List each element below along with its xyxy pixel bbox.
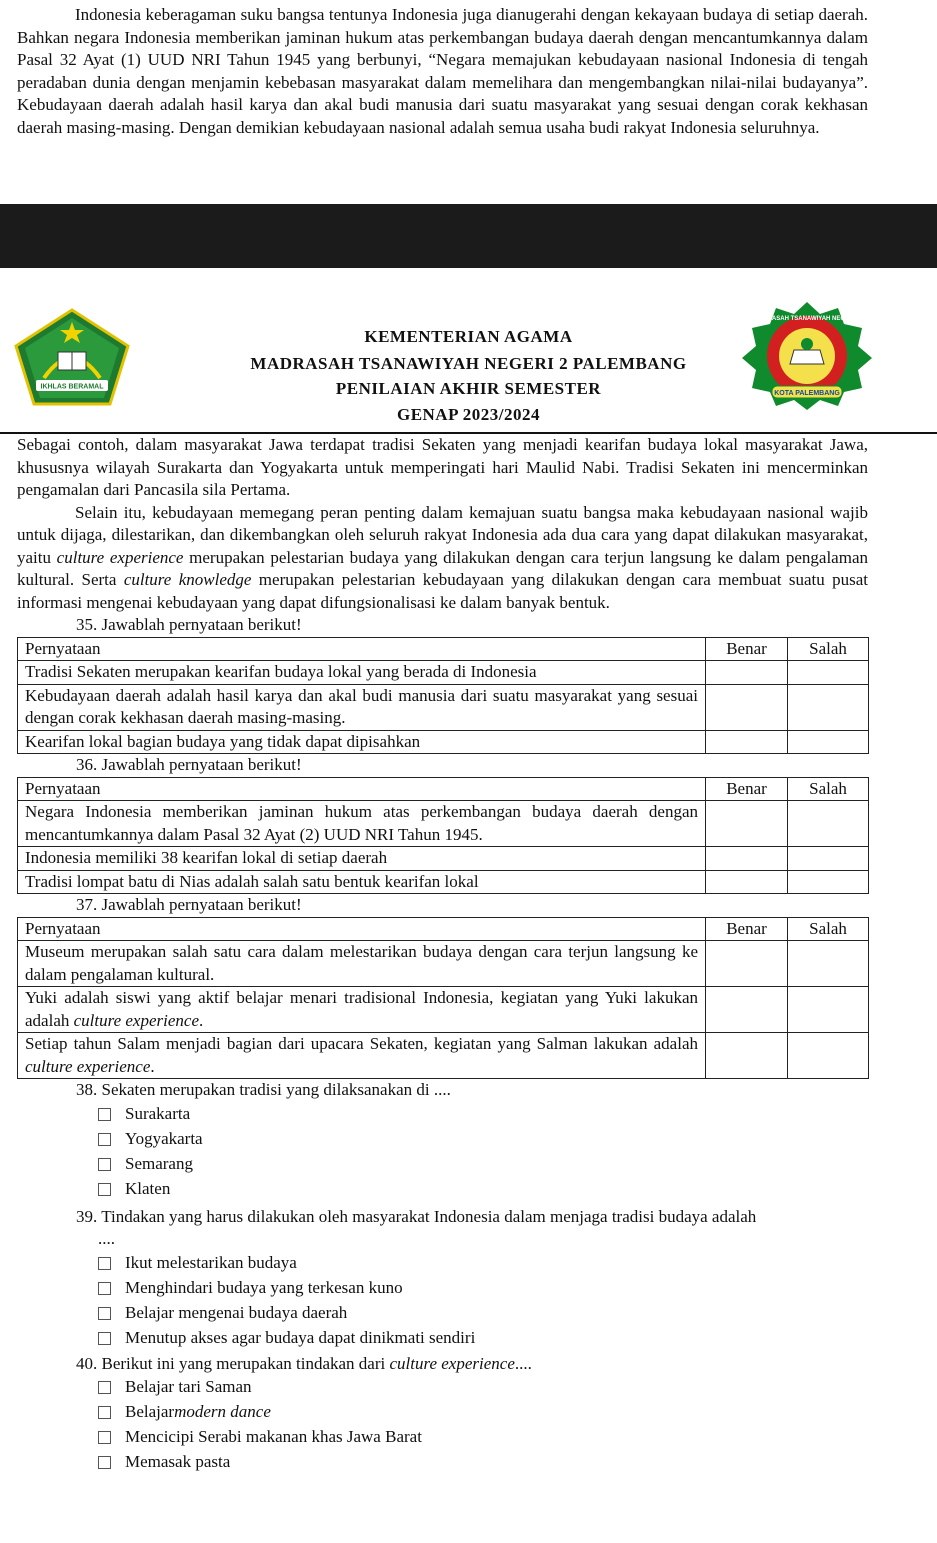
false-answer-cell[interactable] (788, 870, 869, 894)
true-answer-cell[interactable] (706, 801, 788, 847)
true-answer-cell[interactable] (706, 941, 788, 987)
statement-cell: Kearifan lokal bagian budaya yang tidak dapat dipisahkan (18, 730, 706, 754)
true-answer-cell[interactable] (706, 870, 788, 894)
option-item[interactable]: Belajar tari Saman (98, 1375, 868, 1400)
true-answer-cell[interactable] (706, 987, 788, 1033)
q38-options (17, 1102, 868, 1202)
option-item[interactable]: Surakarta (98, 1102, 868, 1127)
q37-title: 37. Jawablah pernyataan berikut! (76, 895, 302, 914)
checkbox-icon[interactable] (98, 1307, 111, 1320)
table-header-row (18, 637, 869, 661)
statement-cell: Indonesia memiliki 38 kearifan lokal di setiap daerah (18, 847, 706, 871)
true-answer-cell[interactable] (706, 684, 788, 730)
svg-text:IKHLAS BERAMAL: IKHLAS BERAMAL (40, 383, 104, 391)
intro-paragraph (17, 4, 868, 139)
header-false: Salah (788, 917, 869, 941)
checkbox-icon[interactable] (98, 1282, 111, 1295)
header-statement: Pernyataan (18, 777, 706, 801)
header-true: Benar (706, 777, 788, 801)
header-true: Benar (706, 917, 788, 941)
q35-title: 35. Jawablah pernyataan berikut! (76, 615, 302, 634)
true-answer-cell[interactable] (706, 1033, 788, 1079)
q36-title: 36. Jawablah pernyataan berikut! (76, 755, 302, 774)
table-header-row (18, 777, 869, 801)
header-line-2: MADRASAH TSANAWIYAH NEGERI 2 PALEMBANG (250, 354, 687, 373)
option-item[interactable]: Yogyakarta (98, 1127, 868, 1152)
q36-table (17, 777, 869, 895)
checkbox-icon[interactable] (98, 1381, 111, 1394)
table-row (18, 661, 869, 685)
svg-text:KOTA PALEMBANG: KOTA PALEMBANG (774, 390, 840, 397)
mtsn2-logo-icon (740, 300, 874, 410)
statement-cell: Tradisi Sekaten merupakan kearifan budaya lokal yang berada di Indonesia (18, 661, 706, 685)
q39-question-cont: .... (98, 1229, 115, 1248)
option-item[interactable]: Semarang (98, 1152, 868, 1177)
statement-cell: Kebudayaan daerah adalah hasil karya dan akal budi manusia dari suatu masyarakat yang sesuai dengan corak kekhasan daerah masing-masing. (18, 684, 706, 730)
option-item[interactable]: Belajar mengenai budaya daerah (98, 1301, 868, 1326)
statement-cell: Tradisi lompat batu di Nias adalah salah satu bentuk kearifan lokal (18, 870, 706, 894)
false-answer-cell[interactable] (788, 684, 869, 730)
false-answer-cell[interactable] (788, 987, 869, 1033)
true-answer-cell[interactable] (706, 730, 788, 754)
false-answer-cell[interactable] (788, 661, 869, 685)
false-answer-cell[interactable] (788, 730, 869, 754)
checkbox-icon[interactable] (98, 1108, 111, 1121)
checkbox-icon[interactable] (98, 1183, 111, 1196)
header-false: Salah (788, 777, 869, 801)
paragraph-2: Sebagai contoh, dalam masyarakat Jawa terdapat tradisi Sekaten yang menjadi kearifan budaya lokal masyarakat Jawa, khususnya wilayah Surakarta dan Yogyakarta untuk memperingati hari Maulid Nabi. Tradisi Sekaten ini mencerminkan pengamalan dari Pancasila sila Pertama. (17, 435, 868, 499)
header-false: Salah (788, 637, 869, 661)
q39-question: 39. Tindakan yang harus dilakukan oleh masyarakat Indonesia dalam menjaga tradisi budaya adalah (76, 1206, 757, 1226)
table-row (18, 801, 869, 847)
statement-cell: Setiap tahun Salam menjadi bagian dari upacara Sekaten, kegiatan yang Salman lakukan adalah culture experience. (18, 1033, 706, 1079)
table-row (18, 870, 869, 894)
q39-options (17, 1251, 868, 1351)
page-separator-band (0, 204, 937, 268)
table-row (18, 987, 869, 1033)
true-answer-cell[interactable] (706, 847, 788, 871)
option-item[interactable]: Ikut melestarikan budaya (98, 1251, 868, 1276)
header-true: Benar (706, 637, 788, 661)
statement-cell: Negara Indonesia memberikan jaminan hukum atas perkembangan budaya daerah dengan mencantumkannya dalam Pasal 32 Ayat (2) UUD NRI Tahun 1945. (18, 801, 706, 847)
checkbox-icon[interactable] (98, 1257, 111, 1270)
table-row (18, 847, 869, 871)
false-answer-cell[interactable] (788, 847, 869, 871)
checkbox-icon[interactable] (98, 1406, 111, 1419)
q38-question: 38. Sekaten merupakan tradisi yang dilaksanakan di .... (76, 1080, 451, 1099)
option-item[interactable]: Memasak pasta (98, 1450, 868, 1475)
header-statement: Pernyataan (18, 637, 706, 661)
q37-table (17, 917, 869, 1080)
option-item[interactable]: Menutup akses agar budaya dapat dinikmati sendiri (98, 1326, 868, 1351)
table-row (18, 941, 869, 987)
option-item[interactable]: Klaten (98, 1177, 868, 1202)
table-row (18, 730, 869, 754)
option-item[interactable]: Menghindari budaya yang terkesan kuno (98, 1276, 868, 1301)
table-header-row (18, 917, 869, 941)
option-item[interactable]: Belajar modern dance (98, 1400, 868, 1425)
q35-table (17, 637, 869, 755)
exam-header (0, 296, 937, 432)
table-row (18, 1033, 869, 1079)
paragraph-3: Selain itu, kebudayaan memegang peran penting dalam kemajuan suatu bangsa maka kebudayaan nasional wajib untuk dijaga, dilestarikan, dan dikembangkan oleh seluruh rakyat Indonesia ada dua cara yang dapat dilakukan masyarakat, yaitu culture experience merupakan pelestarian budaya yang dilakukan dengan cara terjun langsung ke dalam pengalaman kultural. Serta culture knowledge merupakan pelestarian kebudayaan yang dilakukan dengan cara membuat suatu pusat informasi mengenai kebudayaan yang dapat difungsionalisasi ke dalam banyak bentuk. (17, 502, 868, 612)
header-line-1: KEMENTERIAN AGAMA (364, 327, 573, 346)
header-statement: Pernyataan (18, 917, 706, 941)
statement-cell: Museum merupakan salah satu cara dalam melestarikan budaya dengan cara terjun langsung ke dalam pengalaman kultural. (18, 941, 706, 987)
false-answer-cell[interactable] (788, 801, 869, 847)
option-item[interactable]: Mencicipi Serabi makanan khas Jawa Barat (98, 1425, 868, 1450)
checkbox-icon[interactable] (98, 1431, 111, 1444)
svg-text:MADRASAH TSANAWIYAH NEGERI 2: MADRASAH TSANAWIYAH NEGERI 2 (753, 316, 861, 322)
q40-question: 40. Berikut ini yang merupakan tindakan dari culture experience.... (76, 1353, 532, 1373)
checkbox-icon[interactable] (98, 1456, 111, 1469)
false-answer-cell[interactable] (788, 1033, 869, 1079)
checkbox-icon[interactable] (98, 1158, 111, 1171)
header-line-3: PENILAIAN AKHIR SEMESTER (335, 379, 602, 398)
statement-cell: Yuki adalah siswi yang aktif belajar menari tradisional Indonesia, kegiatan yang Yuki lakukan adalah culture experience. (18, 987, 706, 1033)
true-answer-cell[interactable] (706, 661, 788, 685)
q40-options (17, 1375, 868, 1475)
checkbox-icon[interactable] (98, 1133, 111, 1146)
header-line-4: GENAP 2023/2024 (396, 405, 541, 424)
checkbox-icon[interactable] (98, 1332, 111, 1345)
false-answer-cell[interactable] (788, 941, 869, 987)
exam-body (17, 434, 868, 1475)
intro-text: Indonesia keberagaman suku bangsa tentunya Indonesia juga dianugerahi dengan kekayaan budaya di setiap daerah. Bahkan negara Indonesia memberikan jaminan hukum atas perkembangan budaya daerah dengan mencantumkannya dalam Pasal 32 Ayat (1) UUD NRI Tahun 1945 yang berbunyi, “Negara memajukan kebudayaan nasional Indonesia di tengah peradaban dunia dengan menjamin kebebasan masyarakat dalam memelihara dan mengembangkan nilai-nilai budayanya”. Kebudayaan daerah adalah hasil karya dan akal budi manusia dari suatu masyarakat yang sesuai dengan corak kekhasan daerah masing-masing. Dengan demikian kebudayaan nasional adalah semua usaha budi rakyat Indonesia seluruhnya. (17, 5, 868, 137)
table-row (18, 684, 869, 730)
